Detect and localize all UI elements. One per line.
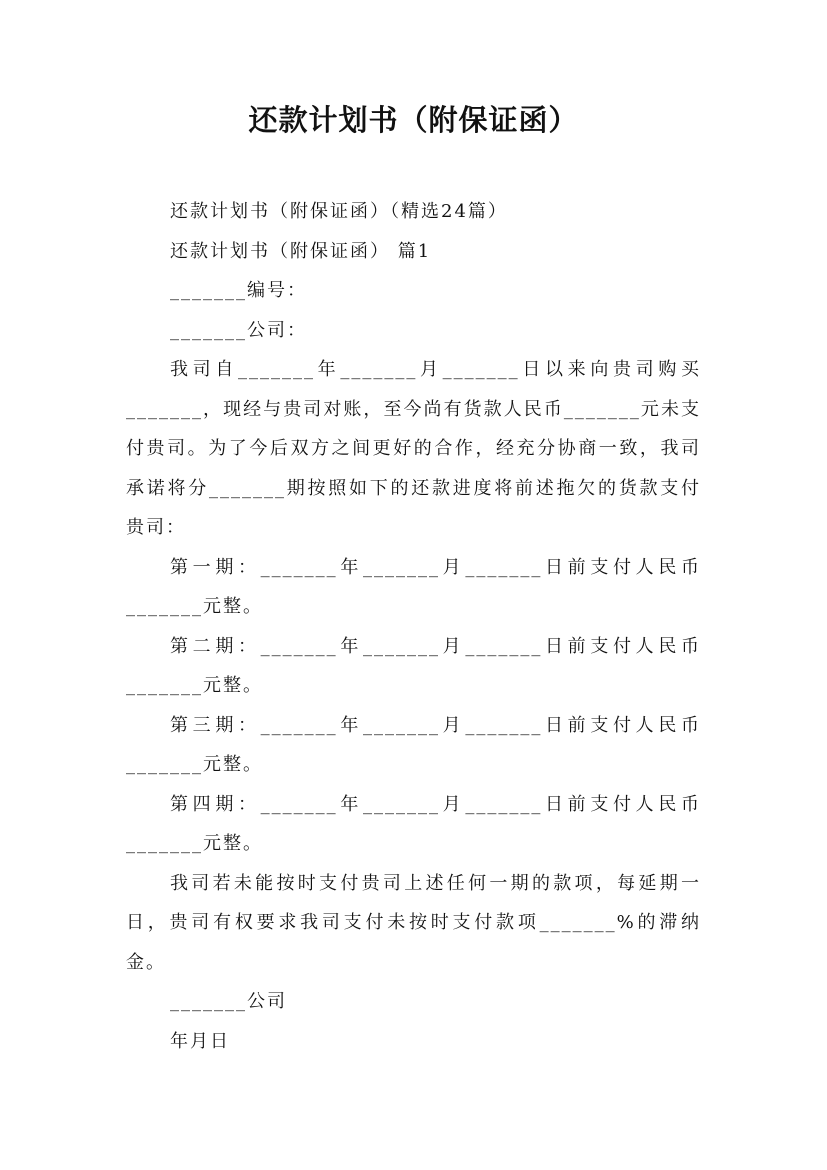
document-title: 还款计划书（附保证函） (248, 103, 579, 137)
subtitle-paragraph: 还款计划书（附保证函）（精选24篇） (170, 201, 508, 222)
installment-2: 第二期：_______年_______月_______日前支付人民币_______元整。 (126, 635, 701, 696)
late-fee-paragraph: 我司若未能按时支付贵司上述任何一期的款项，每延期一日，贵司有权要求我司支付未按时支付款项_______%的滞纳金。 (126, 872, 701, 973)
installment-1: 第一期：_______年_______月_______日前支付人民币_______元整。 (126, 556, 701, 617)
signature-company: _______公司 (170, 991, 287, 1012)
intro-paragraph: 我司自_______年_______月_______日以来向贵司购买_______，现经与贵司对账，至今尚有货款人民币_______元未支付贵司。为了今后双方之间更好的合作，经充分协商一致，我司承诺将分_______期按照如下的还款进度将前述拖欠的货款支付贵司： (126, 359, 701, 538)
addressee-line: _______公司： (170, 319, 307, 341)
document-body (126, 192, 701, 1061)
number-line: _______编号： (170, 280, 307, 301)
section-heading: 还款计划书（附保证函） 篇1 (170, 240, 432, 262)
installment-4: 第四期：_______年_______月_______日前支付人民币_______元整。 (126, 793, 701, 854)
signature-date: 年月日 (170, 1030, 230, 1052)
installment-3: 第三期：_______年_______月_______日前支付人民币_______元整。 (126, 714, 701, 775)
